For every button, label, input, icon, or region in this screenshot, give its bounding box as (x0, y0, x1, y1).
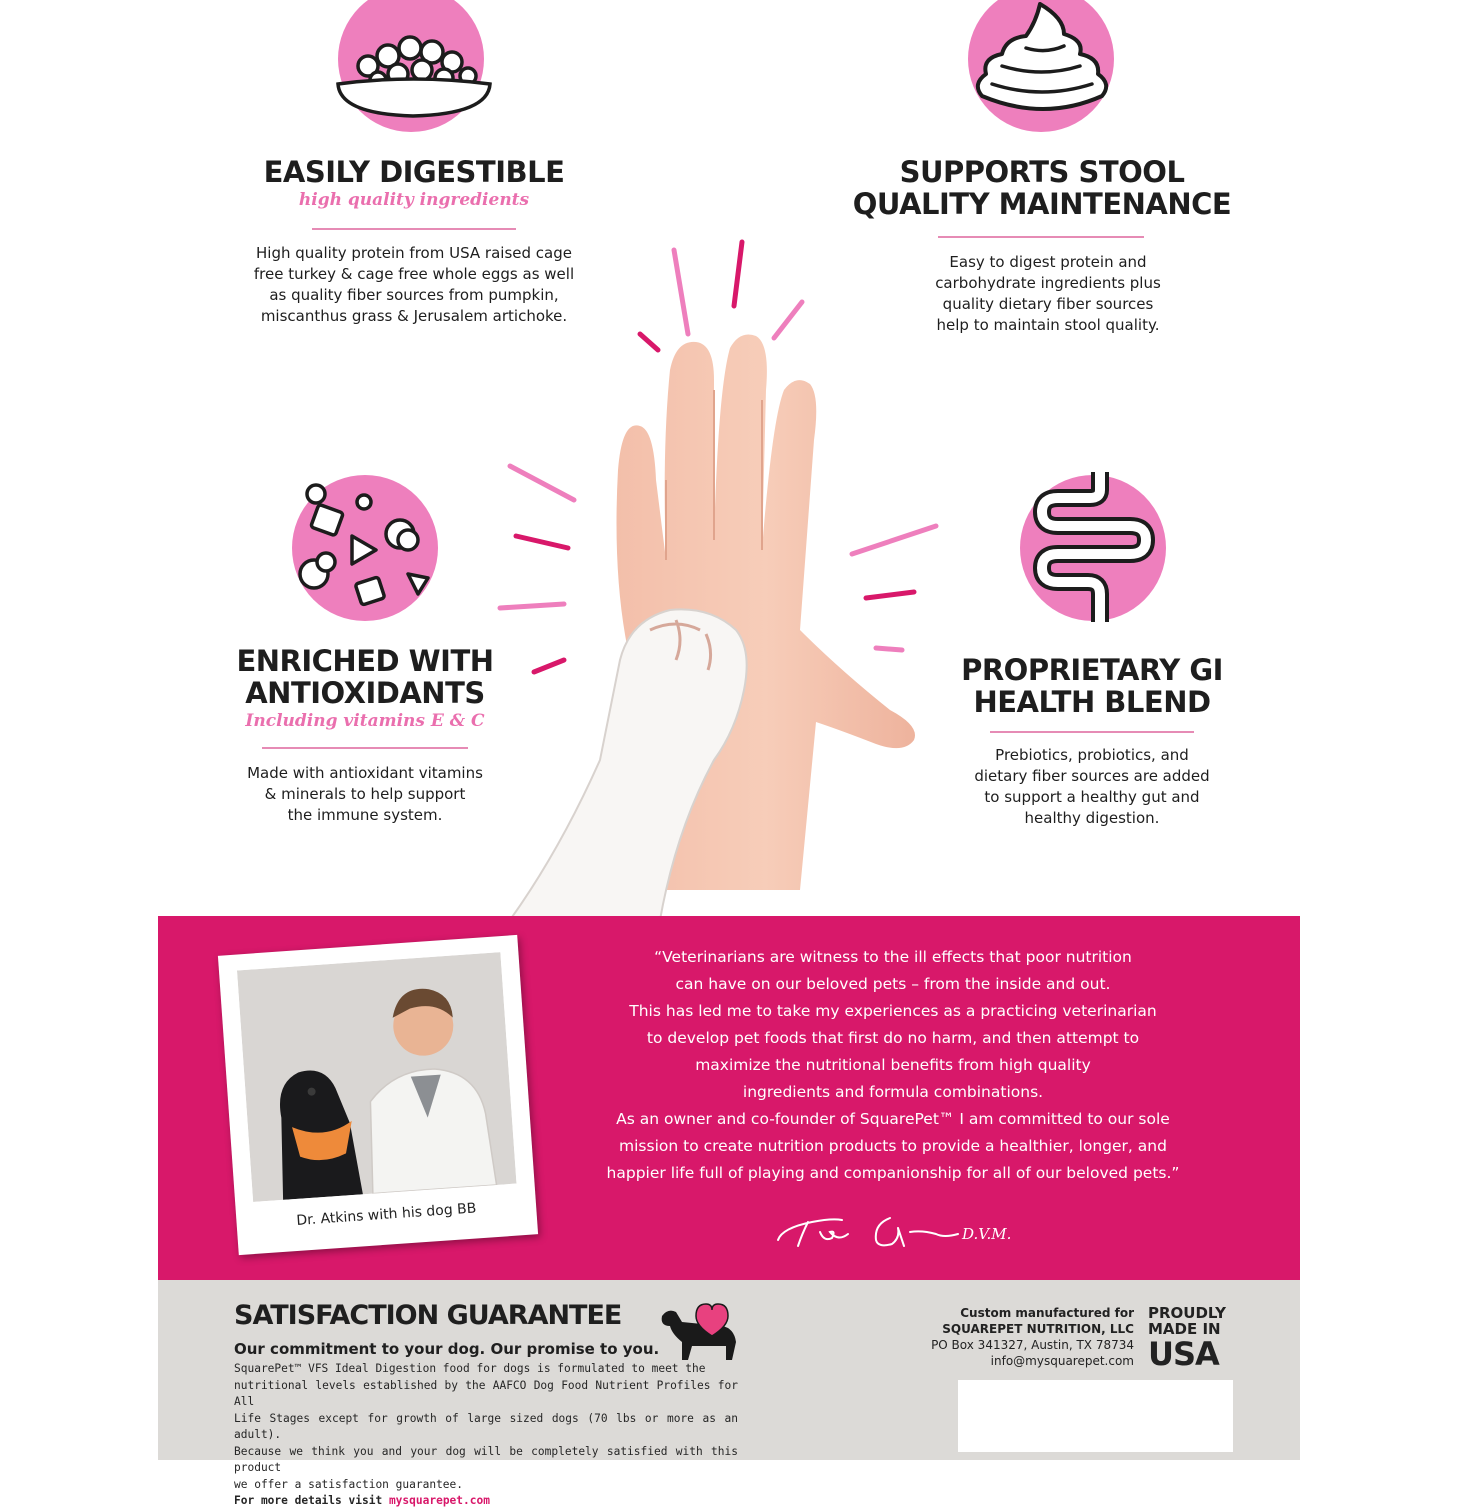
gi-title-line: HEALTH BLEND (973, 685, 1211, 719)
stool-icon (968, 0, 1118, 125)
guarantee-subtitle: Our commitment to your dog. Our promise to you. (234, 1340, 660, 1358)
guarantee-title: SATISFACTION GUARANTEE (234, 1300, 622, 1331)
guarantee-body (234, 1361, 738, 1510)
antioxidants-body (200, 763, 530, 826)
usa-line: PROUDLY (1148, 1304, 1227, 1322)
signature-credential: D.V.M. (962, 1225, 1012, 1243)
vet-with-dog-photo (237, 952, 517, 1202)
antioxidants-title-line: ENRICHED WITH (236, 644, 494, 678)
antioxidants-title (200, 645, 530, 709)
manufacturer-line: SQUAREPET NUTRITION, LLC (942, 1322, 1134, 1336)
dog-heart-icon (652, 1298, 742, 1362)
body-line: healthy digestion. (1024, 809, 1160, 827)
manufacturer-line: PO Box 341327, Austin, TX 78734 (931, 1338, 1134, 1352)
body-line: carbohydrate ingredients plus (935, 274, 1161, 292)
gi-divider (990, 731, 1194, 733)
quote-line: mission to create nutrition products to provide a healthier, longer, and (619, 1137, 1167, 1155)
guarantee-line: SquarePet™ VFS Ideal Digestion food for dogs is formulated to meet the (234, 1362, 706, 1375)
body-line: Prebiotics, probiotics, and (995, 746, 1189, 764)
guarantee-line: we offer a satisfaction guarantee. (234, 1477, 464, 1491)
manufacturer-email: info@mysquarepet.com (990, 1354, 1134, 1368)
gi-body (922, 745, 1262, 829)
quote-line: As an owner and co-founder of SquarePet™ I am committed to our sole (616, 1110, 1170, 1128)
more-details-text: For more details visit (234, 1494, 383, 1507)
body-line: as quality fiber sources from pumpkin, (269, 286, 559, 304)
stool-title (842, 156, 1242, 220)
usa-line: USA (1148, 1335, 1219, 1373)
body-line: help to maintain stool quality. (936, 316, 1160, 334)
body-line: & minerals to help support (264, 785, 466, 803)
body-line: dietary fiber sources are added (974, 767, 1210, 785)
body-line: miscanthus grass & Jerusalem artichoke. (260, 307, 568, 325)
digestible-subtitle: high quality ingredients (298, 190, 530, 210)
stool-title-line: SUPPORTS STOOL (899, 155, 1185, 189)
quote-line: ingredients and formula combinations. (742, 1083, 1044, 1101)
food-bowl-icon (328, 18, 498, 118)
signature-image (772, 1208, 962, 1252)
quote-line: can have on our beloved pets – from the inside and out. (675, 975, 1111, 993)
antioxidants-title-line: ANTIOXIDANTS (245, 676, 485, 710)
label-blank-area (958, 1380, 1233, 1452)
intestine-icon (1030, 468, 1160, 624)
quote-line: happier life full of playing and companionship for all of our beloved pets.” (606, 1164, 1180, 1182)
guarantee-line: Life Stages except for growth of large sized dogs (70 lbs or more as an adult). (234, 1411, 738, 1441)
quote-line: to develop pet foods that first do no harm, and then attempt to (646, 1029, 1140, 1047)
stool-divider (938, 236, 1144, 238)
body-line: Easy to digest protein and (949, 253, 1147, 271)
body-line: Made with antioxidant vitamins (247, 764, 483, 782)
quote-line: maximize the nutritional benefits from high quality (695, 1056, 1091, 1074)
quote-line: “Veterinarians are witness to the ill effects that poor nutrition (654, 948, 1132, 966)
usa-line: MADE IN (1148, 1320, 1221, 1338)
antioxidants-divider (262, 747, 468, 749)
hand-illustration (500, 330, 960, 920)
manufacturer-line: Custom manufactured for (960, 1306, 1134, 1320)
guarantee-line: nutritional levels established by the AAFCO Dog Food Nutrient Profiles for All (234, 1378, 738, 1408)
gi-title (930, 654, 1254, 718)
antioxidants-subtitle: Including vitamins E & C (245, 711, 485, 731)
body-line: quality dietary fiber sources (942, 295, 1154, 313)
body-line: High quality protein from USA raised cage (256, 244, 572, 262)
quote-line: This has led me to take my experiences as a practicing veterinarian (629, 1002, 1157, 1020)
made-in-usa-badge (1148, 1305, 1226, 1371)
testimonial-quote (580, 944, 1206, 1187)
vet-photo-polaroid (218, 935, 538, 1255)
antioxidants-icon (290, 478, 440, 618)
body-line: the immune system. (287, 806, 443, 824)
website-link[interactable]: mysquarepet.com (388, 1494, 490, 1507)
photo-caption: Dr. Atkins with his dog BB (295, 1200, 477, 1229)
gi-title-line: PROPRIETARY GI (961, 653, 1223, 687)
digestible-divider (312, 228, 516, 230)
body-line: free turkey & cage free whole eggs as well (253, 265, 575, 283)
manufacturer-info (900, 1305, 1134, 1369)
stool-title-line: QUALITY MAINTENANCE (852, 187, 1232, 221)
digestible-title (232, 156, 596, 188)
guarantee-line: Because we think you and your dog will be completely satisfied with this product (234, 1444, 738, 1474)
digestible-title-line: EASILY DIGESTIBLE (263, 155, 565, 189)
body-line: to support a healthy gut and (984, 788, 1200, 806)
more-details-line (234, 1493, 738, 1510)
